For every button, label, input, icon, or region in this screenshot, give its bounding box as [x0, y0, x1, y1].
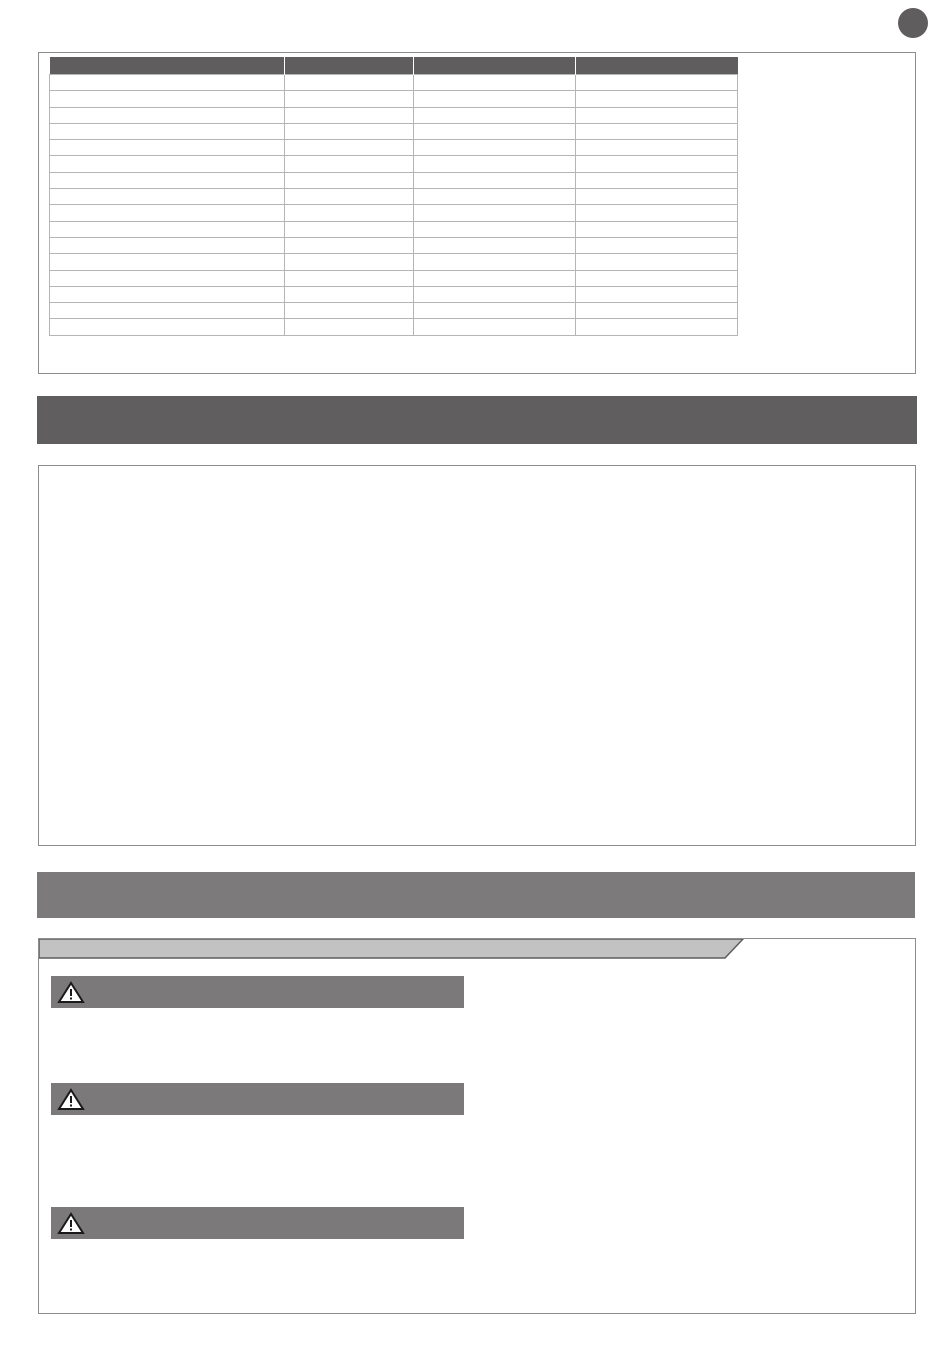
table-cell — [50, 107, 285, 123]
table-cell — [414, 91, 576, 107]
table-cell — [414, 221, 576, 237]
table-cell — [50, 254, 285, 270]
table-cell — [414, 123, 576, 139]
table-cell — [285, 205, 414, 221]
table-cell — [50, 286, 285, 302]
section-header-bar — [37, 872, 915, 918]
table-row — [50, 172, 738, 188]
table-cell — [576, 107, 738, 123]
table-cell — [576, 254, 738, 270]
table-row — [50, 270, 738, 286]
table-cell — [50, 91, 285, 107]
table-cell — [414, 140, 576, 156]
table-cell — [576, 75, 738, 91]
table-cell — [50, 205, 285, 221]
table-cell — [576, 237, 738, 253]
table-cell — [576, 319, 738, 335]
table-cell — [285, 270, 414, 286]
table-cell — [285, 123, 414, 139]
table-cell — [414, 303, 576, 319]
content-panel — [38, 465, 916, 846]
table-cell — [50, 156, 285, 172]
table-row — [50, 205, 738, 221]
table-header-row — [50, 57, 738, 75]
table-cell — [50, 319, 285, 335]
table-cell — [576, 91, 738, 107]
table-row — [50, 189, 738, 205]
warning-triangle-icon — [57, 1088, 85, 1111]
table-cell — [576, 303, 738, 319]
table-cell — [285, 189, 414, 205]
table-cell — [285, 221, 414, 237]
table-row — [50, 254, 738, 270]
section-header-bar — [37, 396, 917, 444]
table-cell — [50, 270, 285, 286]
table-cell — [50, 237, 285, 253]
table-cell — [414, 205, 576, 221]
table-cell — [285, 237, 414, 253]
table-cell — [285, 303, 414, 319]
page-number-badge — [898, 8, 928, 38]
table-cell — [414, 172, 576, 188]
table-cell — [414, 75, 576, 91]
table-row — [50, 237, 738, 253]
table-cell — [576, 123, 738, 139]
data-table — [49, 57, 738, 336]
table-cell — [285, 319, 414, 335]
table-cell — [576, 140, 738, 156]
panel-tab-strip — [39, 939, 739, 957]
table-header-cell — [285, 57, 414, 75]
table-cell — [285, 254, 414, 270]
table-row — [50, 156, 738, 172]
warning-bar — [51, 976, 464, 1008]
table-cell — [414, 319, 576, 335]
warning-triangle-icon — [57, 1212, 85, 1235]
table-header-cell — [50, 57, 285, 75]
table-cell — [576, 156, 738, 172]
table-header-cell — [414, 57, 576, 75]
table-cell — [576, 205, 738, 221]
table-header-cell — [576, 57, 738, 75]
warning-bar — [51, 1207, 464, 1239]
table-cell — [50, 221, 285, 237]
table-cell — [50, 189, 285, 205]
table-cell — [50, 172, 285, 188]
table-cell — [414, 156, 576, 172]
table-cell — [50, 123, 285, 139]
warnings-panel — [38, 938, 916, 1314]
table-cell — [576, 221, 738, 237]
table-cell — [414, 270, 576, 286]
table-cell — [285, 140, 414, 156]
table-cell — [50, 75, 285, 91]
table-cell — [285, 286, 414, 302]
table-cell — [576, 270, 738, 286]
table-cell — [414, 189, 576, 205]
table-row — [50, 286, 738, 302]
table-row — [50, 319, 738, 335]
table-cell — [414, 107, 576, 123]
table-cell — [414, 237, 576, 253]
table-row — [50, 140, 738, 156]
table-cell — [576, 189, 738, 205]
table-row — [50, 107, 738, 123]
table-cell — [576, 286, 738, 302]
table-row — [50, 91, 738, 107]
table-row — [50, 303, 738, 319]
table-panel — [38, 52, 916, 374]
table-row — [50, 221, 738, 237]
table-cell — [414, 286, 576, 302]
table-cell — [285, 91, 414, 107]
table-cell — [285, 107, 414, 123]
table-cell — [50, 140, 285, 156]
warning-triangle-icon — [57, 981, 85, 1004]
table-cell — [50, 303, 285, 319]
table-row — [50, 75, 738, 91]
table-cell — [576, 172, 738, 188]
table-cell — [414, 254, 576, 270]
table-row — [50, 123, 738, 139]
table-cell — [285, 172, 414, 188]
table-cell — [285, 75, 414, 91]
table-cell — [285, 156, 414, 172]
warning-bar — [51, 1083, 464, 1115]
